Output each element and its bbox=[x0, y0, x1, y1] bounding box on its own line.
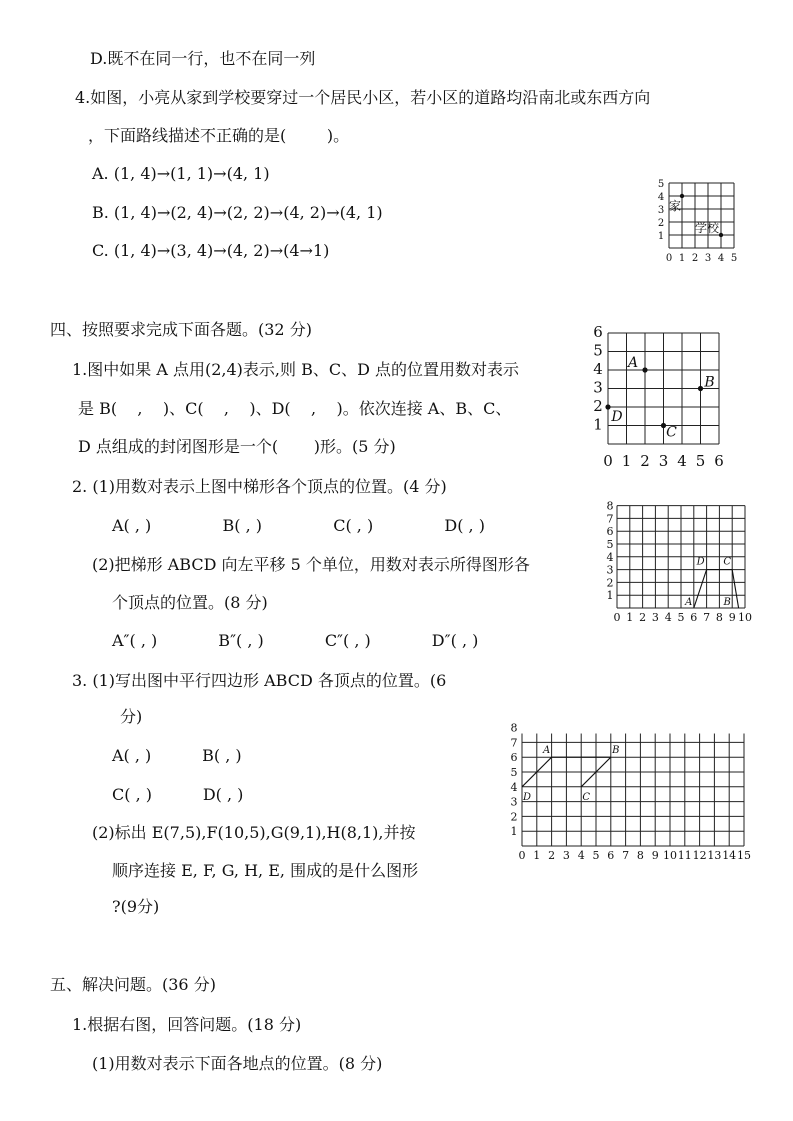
fig4-y-tick: 7 bbox=[510, 736, 518, 750]
fig4-x-tick: 8 bbox=[636, 849, 644, 862]
fig3-y-tick: 6 bbox=[606, 525, 614, 539]
q4-option-a: A. (1, 4)→(1, 1)→(4, 1) bbox=[92, 164, 270, 183]
fig3-y-tick: 7 bbox=[606, 512, 614, 526]
fig2-point-a bbox=[642, 367, 647, 372]
p3-line3: (2)标出 E(7,5),F(10,5),G(9,1),H(8,1),并按 bbox=[92, 823, 416, 842]
q4-stem-line1: 4.如图，小亮从家到学校要穿过一个居民小区，若小区的道路均沿南北或东西方向 bbox=[75, 88, 651, 107]
fig3-x-tick: 3 bbox=[651, 611, 659, 624]
fig4-x-tick: 4 bbox=[577, 849, 585, 862]
p3-line4: 顺序连接 E, F, G, H, E, 围成的是什么图形 bbox=[112, 861, 419, 880]
p5-line1: 1.根据右图，回答问题。(18 分) bbox=[72, 1015, 302, 1034]
fig3-y-tick: 4 bbox=[606, 550, 614, 564]
fig3-x-tick: 8 bbox=[715, 611, 723, 624]
p2-line2: (2)把梯形 ABCD 向左平移 5 个单位，用数对表示所得图形各 bbox=[92, 555, 530, 574]
q4-stem-line2: ，下面路线描述不正确的是( )。 bbox=[88, 126, 350, 145]
p1-line2: 是 B( , )、C( , )、D( , )。依次连接 A、B、C、 bbox=[78, 399, 512, 418]
fig4-x-tick: 9 bbox=[651, 849, 659, 862]
school-point bbox=[719, 233, 723, 237]
fig4-label-d: D bbox=[522, 791, 532, 803]
fig2-y-tick: 2 bbox=[593, 397, 603, 415]
fig2-x-tick: 2 bbox=[640, 452, 650, 470]
p2-line3: 个顶点的位置。(8 分) bbox=[112, 593, 268, 612]
fig2-x-tick: 5 bbox=[695, 452, 706, 470]
fig3-label-b: B bbox=[723, 597, 731, 608]
fig4-label-c: C bbox=[582, 791, 591, 803]
fig4-label-a: A bbox=[542, 745, 551, 757]
fig1-x-tick: 0 bbox=[665, 253, 673, 264]
q4-option-c: C. (1, 4)→(3, 4)→(4, 2)→(4→1) bbox=[92, 241, 330, 260]
fig4-y-tick: 2 bbox=[510, 810, 518, 824]
fig4-x-tick: 14 bbox=[722, 849, 737, 862]
fig3-y-tick: 2 bbox=[606, 576, 614, 590]
fig4-x-tick: 7 bbox=[622, 849, 630, 862]
fig3-y-tick: 1 bbox=[606, 589, 614, 603]
fig3-label-c: C bbox=[723, 556, 732, 568]
fig4-y-tick: 3 bbox=[510, 795, 518, 809]
section-5-title: 五、解决问题。(36 分) bbox=[50, 975, 216, 994]
fig3-y-tick: 3 bbox=[606, 563, 614, 577]
fig1-x-tick: 1 bbox=[678, 253, 686, 264]
fig3-x-tick: 5 bbox=[677, 611, 685, 624]
fig2-y-tick: 6 bbox=[593, 323, 603, 341]
school-label: 学校 bbox=[695, 221, 720, 235]
fig2-y-tick: 1 bbox=[593, 415, 603, 434]
fig4-y-tick: 6 bbox=[510, 751, 518, 765]
fig2-label-b: B bbox=[704, 374, 715, 391]
p2-answers-translated: A″( , ) B″( , ) C″( , ) D″( , ) bbox=[112, 631, 479, 650]
fig2-label-c: C bbox=[666, 424, 677, 441]
fig2-x-tick: 4 bbox=[677, 452, 687, 470]
fig3-x-tick: 1 bbox=[626, 611, 634, 624]
p3-line5: ?(9分) bbox=[112, 897, 160, 916]
abcd-point-grid-figure bbox=[588, 323, 728, 472]
fig3-x-tick: 6 bbox=[690, 611, 698, 624]
fig3-x-tick: 0 bbox=[613, 611, 621, 624]
p3-answers-cd: C( , ) D( , ) bbox=[112, 785, 244, 804]
fig3-side-cb bbox=[732, 570, 738, 608]
fig4-y-tick: 4 bbox=[510, 780, 518, 794]
fig4-y-tick: 1 bbox=[510, 825, 518, 839]
fig4-y-tick: 5 bbox=[510, 766, 518, 779]
fig2-point-b bbox=[698, 386, 703, 391]
fig2-y-tick: 5 bbox=[593, 341, 603, 360]
p2-answers-abcd: A( , ) B( , ) C( , ) D( , ) bbox=[112, 516, 485, 535]
fig1-y-tick: 1 bbox=[657, 231, 665, 242]
fig1-x-tick: 5 bbox=[730, 253, 738, 264]
fig2-x-tick: 0 bbox=[603, 452, 613, 470]
section-4-title: 四、按照要求完成下面各题。(32 分) bbox=[50, 320, 312, 339]
fig4-x-tick: 10 bbox=[663, 849, 677, 862]
p2-line1: 2. (1)用数对表示上图中梯形各个顶点的位置。(4 分) bbox=[72, 477, 447, 496]
fig3-x-tick: 9 bbox=[728, 611, 736, 624]
p3-answers-ab: A( , ) B( , ) bbox=[112, 746, 242, 765]
p1-line1: 1.图中如果 A 点用(2,4)表示,则 B、C、D 点的位置用数对表示 bbox=[72, 360, 520, 379]
trapezoid-grid-figure bbox=[600, 499, 760, 627]
fig2-label-a: A bbox=[627, 355, 639, 371]
fig1-y-tick: 3 bbox=[657, 205, 665, 216]
fig3-x-tick: 4 bbox=[664, 611, 672, 624]
fig4-x-tick: 1 bbox=[533, 849, 541, 862]
fig1-x-tick: 4 bbox=[717, 253, 725, 264]
fig3-x-tick: 10 bbox=[738, 611, 752, 624]
fig4-label-b: B bbox=[612, 745, 620, 757]
q3-option-d: D.既不在同一行，也不在同一列 bbox=[90, 49, 316, 68]
fig3-x-tick: 7 bbox=[703, 611, 711, 624]
p1-line3: D 点组成的封闭图形是一个( )形。(5 分) bbox=[78, 437, 396, 456]
fig1-x-tick: 3 bbox=[704, 253, 712, 264]
fig3-label-d: D bbox=[696, 556, 705, 568]
fig4-x-tick: 0 bbox=[518, 849, 526, 862]
fig1-y-tick: 2 bbox=[657, 218, 665, 229]
home-school-grid-figure bbox=[652, 176, 747, 268]
fig4-x-tick: 11 bbox=[677, 849, 692, 862]
fig2-label-d: D bbox=[611, 409, 623, 425]
fig4-x-tick: 2 bbox=[548, 849, 556, 862]
fig3-side-ad bbox=[694, 570, 707, 608]
fig2-x-tick: 1 bbox=[621, 452, 632, 470]
fig2-y-tick: 3 bbox=[593, 378, 603, 397]
p3-line1: 3. (1)写出图中平行四边形 ABCD 各顶点的位置。(6 bbox=[72, 671, 447, 690]
fig4-x-tick: 6 bbox=[607, 849, 615, 862]
fig4-x-tick: 15 bbox=[737, 849, 751, 862]
home-point bbox=[680, 194, 684, 198]
fig1-y-tick: 5 bbox=[657, 179, 665, 190]
p5-line2: (1)用数对表示下面各地点的位置。(8 分) bbox=[92, 1054, 383, 1073]
fig4-y-tick: 8 bbox=[510, 721, 518, 735]
fig3-y-tick: 8 bbox=[606, 499, 614, 513]
parallelogram-grid-figure bbox=[505, 718, 760, 863]
q4-option-b: B. (1, 4)→(2, 4)→(2, 2)→(4, 2)→(4, 1) bbox=[92, 203, 383, 222]
fig1-y-tick: 4 bbox=[657, 192, 665, 203]
fig4-x-tick: 13 bbox=[707, 849, 722, 862]
fig2-x-tick: 6 bbox=[714, 452, 724, 470]
fig1-x-tick: 2 bbox=[691, 253, 699, 264]
fig3-x-tick: 2 bbox=[639, 611, 647, 624]
home-label: 家 bbox=[669, 199, 682, 213]
fig3-label-a: A bbox=[685, 597, 693, 608]
fig4-x-tick: 12 bbox=[692, 849, 707, 862]
fig2-x-tick: 3 bbox=[658, 452, 669, 470]
fig4-x-tick: 5 bbox=[592, 849, 600, 862]
p3-line2: 分) bbox=[120, 707, 143, 726]
fig2-point-d bbox=[605, 404, 610, 409]
fig3-y-tick: 5 bbox=[606, 538, 614, 551]
fig2-y-tick: 4 bbox=[593, 360, 603, 378]
fig4-x-tick: 3 bbox=[562, 849, 570, 862]
